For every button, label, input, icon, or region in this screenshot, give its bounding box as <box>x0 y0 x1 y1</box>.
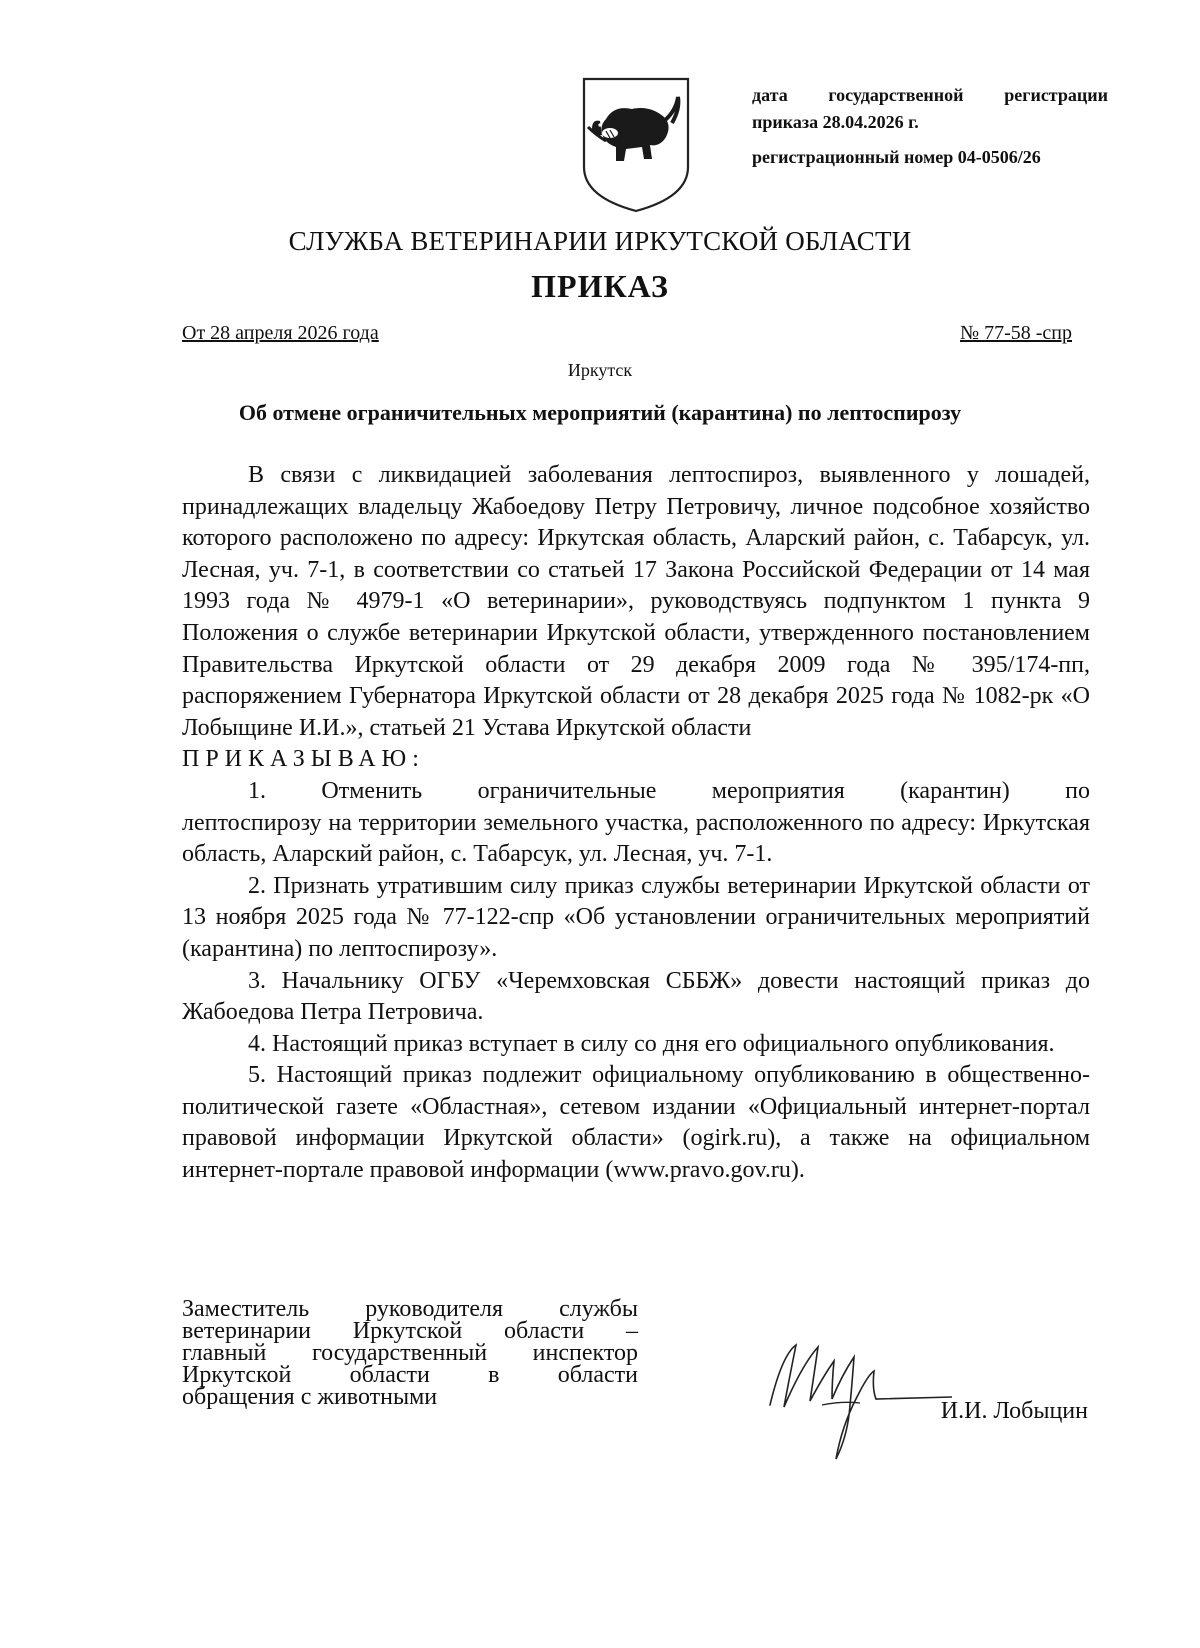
signatory-title <box>182 1298 638 1408</box>
signatory-title-line: обращения с животными <box>182 1384 438 1410</box>
document-subject: Об отмене ограничительных мероприятий (карантина) по лептоспирозу <box>238 400 962 425</box>
document-date: От 28 апреля 2026 года <box>182 322 379 344</box>
document-city: Иркутск <box>567 360 633 380</box>
point-1-rest: лептоспирозу на территории земельного участка, расположенного по адресу: Иркутская область, Аларский район, с. Табарсук, ул. Лесная, уч. 7-1. <box>182 809 1090 868</box>
point-1-first-line: 1. Отменить ограничительные мероприятия (карантин) по <box>248 777 1090 804</box>
point-5: 5. Настоящий приказ подлежит официальному опубликованию в общественно-политической газете «Областная», сетевом издании «Официальный интернет-портал правовой информации Иркутской области» (ogirk.ru), а также на официальном интернет-портале правовой информации (www.pravo.gov.ru). <box>182 1062 1090 1184</box>
registration-block <box>752 82 1108 171</box>
registration-date-label: дата государственной регистрации <box>752 85 1108 105</box>
signatory-title-line: ветеринарии Иркутской области – <box>182 1318 638 1344</box>
organization-name: СЛУЖБА ВЕТЕРИНАРИИ ИРКУТСКОЙ ОБЛАСТИ <box>288 226 912 256</box>
document-body <box>182 460 1090 1187</box>
registration-number: регистрационный номер 04-0506/26 <box>752 147 1041 167</box>
preamble-paragraph: В связи с ликвидацией заболевания лептоспироз, выявленного у лошадей, принадлежащих владельцу Жабоедову Петру Петровичу, личное подсобное хозяйство которого расположено по адресу: Иркутская область, Аларский район, с. Табарсук, ул. Лесная, уч. 7-1, в соответствии со статьей 17 Закона Российской Федерации от 14 мая 1993 года № 4979-1 «О ветеринарии», руководствуясь подпунктом 1 пункта 9 Положения о службе ветеринарии Иркутской области, утвержденного постановлением Правительства Иркутской области от 29 декабря 2009 года № 395/174-пп, распоряжением Губернатора Иркутской области от 28 декабря 2025 года № 1082-рк «О Лобыщине И.И.», статьей 21 Устава Иркутской области <box>182 462 1090 741</box>
point-2: 2. Признать утратившим силу приказ службы ветеринарии Иркутской области от 13 ноября 2025 года № 77-122-спр «Об установлении ограничительных мероприятий (карантина) по лептоспирозу». <box>182 872 1090 962</box>
handwritten-signature <box>762 1335 952 1465</box>
signatory-name: И.И. Лобыцин <box>940 1398 1088 1424</box>
document-type: ПРИКАЗ <box>531 268 669 304</box>
signatory-title-line: Иркутской области в области <box>182 1362 638 1388</box>
point-3: 3. Начальнику ОГБУ «Черемховская СББЖ» довести настоящий приказ до Жабоедова Петра Петровича. <box>182 967 1090 1026</box>
registration-date: приказа 28.04.2026 г. <box>752 112 919 132</box>
signatory-title-line: Заместитель руководителя службы <box>182 1296 638 1322</box>
point-4: 4. Настоящий приказ вступает в силу со дня его официального опубликования. <box>248 1030 1055 1057</box>
order-word: ПРИКАЗЫВАЮ: <box>182 746 425 773</box>
irkutsk-coat-of-arms-icon <box>580 75 692 215</box>
signatory-title-line: главный государственный инспектор <box>182 1340 638 1366</box>
document-number: № 77-58 -спр <box>960 322 1072 344</box>
